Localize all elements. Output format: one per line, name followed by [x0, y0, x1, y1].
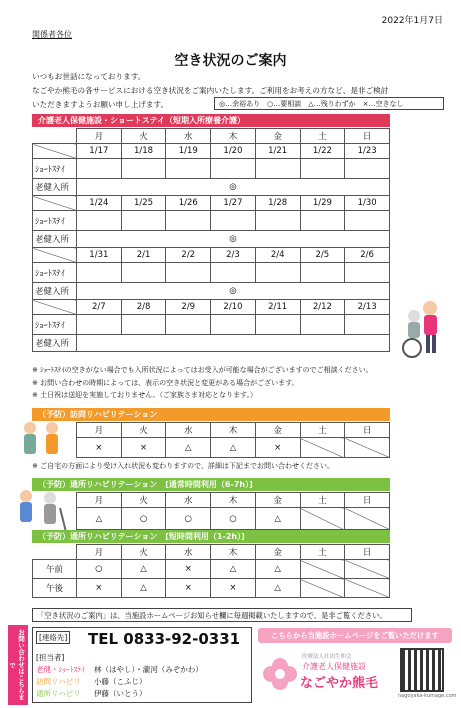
row-label: 午前 [33, 560, 77, 579]
section-heading-homonrihabiri: （予防）訪問リハビリテーション [32, 408, 390, 421]
date-cell: 2/5 [300, 248, 345, 263]
availability-cell: △ [121, 560, 166, 579]
availability-cell [121, 159, 166, 179]
date-cell: 1/18 [121, 144, 166, 159]
table-row [77, 493, 390, 508]
staff-service: 老健・ｼｮｰﾄｽﾃｲ [36, 665, 85, 674]
wheelchair-illustration-icon [398, 298, 453, 360]
availability-cell: × [77, 579, 122, 598]
blank-cell [33, 196, 77, 211]
closed-cell [345, 579, 390, 598]
staff-row [36, 688, 203, 700]
qr-caption: nagoyaka-kumage.com [398, 693, 457, 699]
day-header: 月 [77, 423, 122, 438]
logo-line1: 介護老人保健施設 [302, 662, 366, 671]
date-cell: 2/10 [211, 300, 256, 315]
shortstay-row [33, 263, 390, 283]
availability-cell [77, 159, 122, 179]
date-cell: 2/6 [345, 248, 390, 263]
homepage-banner[interactable]: こちらから当施設ホームページをご覧いただけます [258, 628, 452, 643]
shortstay-row [33, 211, 390, 231]
availability-cell [166, 211, 211, 231]
availability-cell [255, 211, 300, 231]
day-header: 月 [77, 129, 122, 144]
section-heading-tsusho-short: （予防）通所リハビリテーション [短時間利用（1-2h）] [32, 530, 390, 543]
page-title: 空き状況のご案内 [174, 53, 287, 69]
note-line: ※ ｼｮｰﾄｽﾃｲの空きがない場合でも入所状況によってはお受入が可能な場合がございますのでご相談ください。 [32, 366, 373, 374]
day-header: 火 [121, 545, 166, 560]
day-header: 木 [211, 129, 256, 144]
availability-cell [121, 315, 166, 335]
day-header: 水 [166, 493, 211, 508]
admission-row [33, 179, 390, 196]
availability-cell [300, 263, 345, 283]
availability-cell [300, 315, 345, 335]
availability-cell [345, 159, 390, 179]
date-cell: 1/20 [211, 144, 256, 159]
tsusho-short-table [32, 544, 390, 598]
section-heading-tsusho-normal: （予防）通所リハビリテーション [通常時間利用（6-7h）] [32, 478, 390, 491]
logo-line2: なごやか熊毛 [300, 676, 379, 691]
roken-notes [32, 364, 373, 402]
homon-note: ※ ご自宅の方面により受け入れ状況も変わりますので、詳細は下記までお問い合わせください。 [32, 462, 334, 470]
availability-cell [77, 315, 122, 335]
staff-service: 通所リハビリ [36, 689, 81, 698]
staff-row [36, 664, 203, 676]
table-row [33, 560, 390, 579]
availability-cell: × [166, 560, 211, 579]
closed-cell [300, 560, 345, 579]
availability-cell: ○ [166, 508, 211, 530]
availability-cell: × [166, 579, 211, 598]
availability-cell [211, 159, 256, 179]
row-label: ｼｮｰﾄｽﾃｲ [33, 159, 77, 179]
day-header: 火 [121, 423, 166, 438]
date-cell: 1/29 [300, 196, 345, 211]
row-label: 老健入所 [33, 231, 77, 248]
availability-cell [255, 315, 300, 335]
table-row [77, 508, 390, 530]
date-cell: 2/1 [121, 248, 166, 263]
day-header: 水 [166, 129, 211, 144]
blank-cell [33, 144, 77, 159]
date-cell: 1/24 [77, 196, 122, 211]
date-cell: 1/31 [77, 248, 122, 263]
availability-cell [345, 263, 390, 283]
date-cell: 1/21 [255, 144, 300, 159]
row-label: ｼｮｰﾄｽﾃｲ [33, 263, 77, 283]
shortstay-row [33, 159, 390, 179]
roken-availability-table [32, 128, 390, 352]
availability-cell: △ [211, 560, 256, 579]
date-cell: 1/26 [166, 196, 211, 211]
date-row [33, 248, 390, 263]
corner-cell [33, 129, 77, 144]
table-row [77, 438, 390, 458]
caregiver-illustration-icon [16, 420, 70, 464]
day-header: 水 [166, 545, 211, 560]
admission-row [33, 231, 390, 248]
staff-names: 小藤（こふじ） [94, 677, 147, 686]
date-cell: 2/4 [255, 248, 300, 263]
logo-subtitle: 医療法人社団生和会 [302, 654, 352, 660]
date-cell: 2/2 [166, 248, 211, 263]
availability-cell: △ [211, 438, 256, 458]
availability-cell [300, 159, 345, 179]
closed-cell [345, 560, 390, 579]
availability-cell: × [255, 438, 300, 458]
availability-cell [255, 263, 300, 283]
availability-cell [211, 211, 256, 231]
legend-box: ◎…余裕あり ○…要相談 △…残りわずか ×…空きなし [214, 97, 444, 110]
date-cell: 2/7 [77, 300, 122, 315]
day-header: 日 [345, 545, 390, 560]
date-cell: 2/3 [211, 248, 256, 263]
intro-line: なごやか熊毛の各サービスにおける空き状況をご案内いたします。ご利用をお考えの方など、是非ご検討 [32, 86, 389, 95]
staff-names: 伊藤（いとう） [94, 689, 147, 698]
day-header: 金 [255, 493, 300, 508]
table-row [33, 545, 390, 560]
availability-cell [166, 159, 211, 179]
availability-cell [211, 263, 256, 283]
date-cell: 2/12 [300, 300, 345, 315]
availability-cell [166, 263, 211, 283]
date-cell: 1/25 [121, 196, 166, 211]
admission-availability-cell [77, 335, 390, 352]
staff-label: [担当者] [36, 653, 65, 662]
intro-line: いただきますようお願い申し上げます。 [32, 100, 169, 109]
telephone-number[interactable]: TEL 0833-92-0331 [88, 630, 241, 648]
availability-cell [77, 263, 122, 283]
date-cell: 2/11 [255, 300, 300, 315]
blank-cell [33, 300, 77, 315]
day-header: 木 [211, 545, 256, 560]
availability-cell [121, 211, 166, 231]
day-header: 金 [255, 545, 300, 560]
table-row [33, 579, 390, 598]
admission-availability-cell: ◎ [77, 231, 390, 248]
availability-cell [345, 315, 390, 335]
shortstay-row [33, 315, 390, 335]
closed-cell [345, 508, 390, 530]
row-label: 老健入所 [33, 283, 77, 300]
day-header: 土 [300, 545, 345, 560]
section-heading-roken: 介護老人保健施設・ショートステイ（短期入所療養介護） [32, 114, 390, 127]
day-header: 火 [121, 493, 166, 508]
date-cell: 2/8 [121, 300, 166, 315]
availability-cell: ○ [77, 560, 122, 579]
admission-availability-cell: ◎ [77, 179, 390, 196]
availability-cell: △ [166, 438, 211, 458]
date-cell: 1/22 [300, 144, 345, 159]
table-row [33, 129, 390, 144]
availability-cell [166, 315, 211, 335]
row-label: 老健入所 [33, 179, 77, 196]
day-header: 水 [166, 423, 211, 438]
date-row [33, 144, 390, 159]
day-header: 日 [345, 493, 390, 508]
availability-cell [345, 211, 390, 231]
flower-logo-icon [262, 656, 298, 692]
day-header: 土 [300, 129, 345, 144]
availability-cell: △ [255, 560, 300, 579]
availability-cell: △ [77, 508, 122, 530]
addressee: 関係者各位 [32, 30, 72, 39]
date-cell: 1/27 [211, 196, 256, 211]
day-header: 日 [345, 423, 390, 438]
availability-cell [121, 263, 166, 283]
date-cell: 2/9 [166, 300, 211, 315]
staff-list [36, 652, 203, 700]
closed-cell [300, 438, 345, 458]
availability-cell [211, 315, 256, 335]
closed-cell [300, 508, 345, 530]
day-header: 月 [77, 493, 122, 508]
day-header: 日 [345, 129, 390, 144]
day-header: 土 [300, 423, 345, 438]
date-cell: 1/23 [345, 144, 390, 159]
homepage-notice: 「空き状況のご案内」は、当施設ホームページお知らせ欄に毎週掲載いたしますので、是非ご覧ください。 [32, 608, 412, 622]
rehab-walking-illustration-icon [12, 488, 70, 534]
document-date: 2022年1月7日 [381, 16, 443, 26]
availability-cell: × [77, 438, 122, 458]
availability-cell: △ [255, 508, 300, 530]
availability-cell: ○ [121, 508, 166, 530]
day-header: 土 [300, 493, 345, 508]
note-line: ※ 土日祝は送迎を実施しておりません。（ご家族さま対応となります。） [32, 391, 257, 399]
day-header: 月 [77, 545, 122, 560]
day-header: 木 [211, 493, 256, 508]
availability-cell: △ [121, 579, 166, 598]
row-label: ｼｮｰﾄｽﾃｲ [33, 315, 77, 335]
day-header: 金 [255, 129, 300, 144]
date-cell: 1/28 [255, 196, 300, 211]
date-cell: 1/17 [77, 144, 122, 159]
availability-cell [255, 159, 300, 179]
closed-cell [300, 579, 345, 598]
admission-row [33, 283, 390, 300]
closed-cell [345, 438, 390, 458]
corner-cell [33, 545, 77, 560]
day-header: 金 [255, 423, 300, 438]
tsusho-normal-table [76, 492, 390, 530]
day-header: 木 [211, 423, 256, 438]
admission-availability-cell: ◎ [77, 283, 390, 300]
row-label: ｼｮｰﾄｽﾃｲ [33, 211, 77, 231]
contact-label: [連絡先] [36, 631, 70, 644]
availability-cell: × [211, 579, 256, 598]
row-label: 老健入所 [33, 335, 77, 352]
day-header: 火 [121, 129, 166, 144]
availability-cell [300, 211, 345, 231]
availability-cell: △ [255, 579, 300, 598]
staff-names: 林（はやし）・瀧河（みぞかわ） [94, 665, 203, 674]
staff-service: 訪問リハビリ [36, 677, 81, 686]
availability-cell: ○ [211, 508, 256, 530]
facility-logo [262, 650, 392, 700]
date-cell: 1/30 [345, 196, 390, 211]
qr-code-icon[interactable] [400, 648, 444, 692]
admission-row [33, 335, 390, 352]
row-label: 午後 [33, 579, 77, 598]
availability-cell: × [121, 438, 166, 458]
date-cell: 1/19 [166, 144, 211, 159]
date-row [33, 196, 390, 211]
blank-cell [33, 248, 77, 263]
availability-cell [77, 211, 122, 231]
homon-rihabiri-table [76, 422, 390, 458]
inquiry-side-tab: お問い合わせはこちらまで [8, 625, 28, 705]
note-line: ※ お問い合わせの時期によっては、表示の空き状況と変更がある場合がございます。 [32, 378, 299, 387]
intro-line: いつもお世話になっております。 [32, 72, 146, 81]
table-row [77, 423, 390, 438]
date-cell: 2/13 [345, 300, 390, 315]
date-row [33, 300, 390, 315]
staff-row [36, 676, 203, 688]
